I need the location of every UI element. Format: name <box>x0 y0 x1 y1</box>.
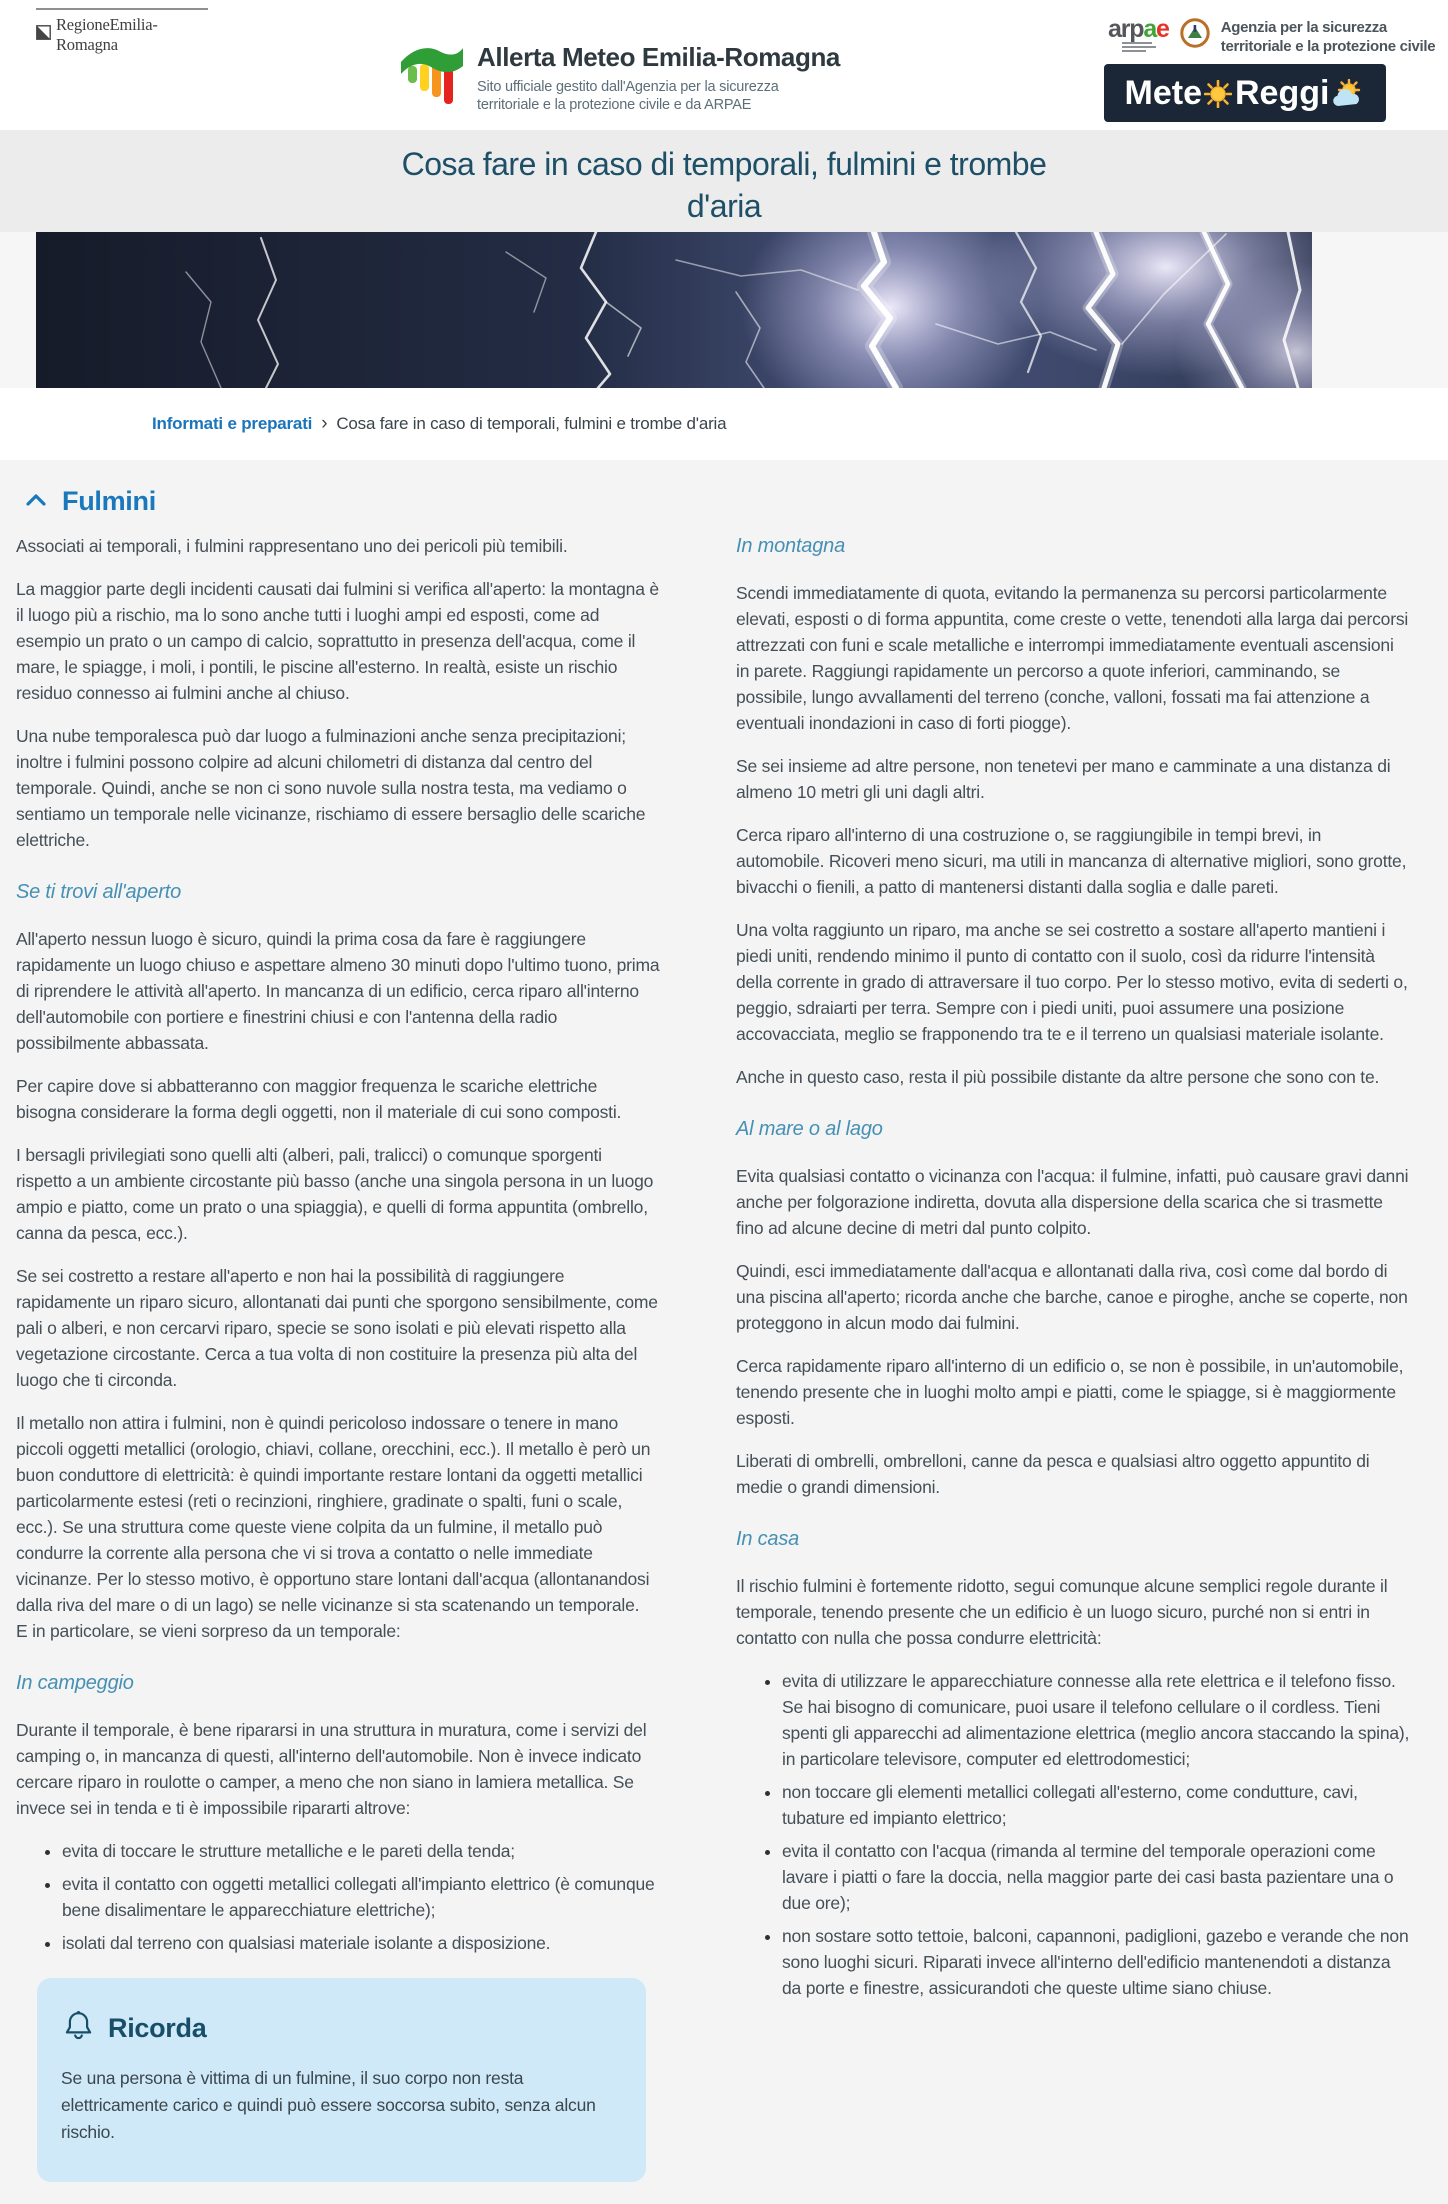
breadcrumb-separator-icon: › <box>321 413 328 434</box>
paragraph: Evita qualsiasi contatto o vicinanza con l'acqua: il fulmine, infatti, può causare gravi danni anche per folgorazione indiretta, dovuta alla dispersione della scarica che si trasmette fino ad alcune decine di metri dal punto colpito. <box>736 1166 1409 1238</box>
paragraph: Scendi immediatamente di quota, evitando la permanenza su percorsi particolarmente elevati, esposti o di forma appuntita, come creste o vette, tenendoti alla larga dai percorsi attrezzati con funi e scale metalliche e interrompi immediatamente eventuali ascensioni in parete. Raggiungi rapidamente un percorso a quote inferiori, camminando, se possibile, lungo avvallamenti del terreno (conche, valloni, fossati ma fai attenzione a eventuali inondazioni in caso di forti piogge). <box>736 583 1409 733</box>
site-title: Allerta Meteo Emilia-Romagna <box>477 42 840 72</box>
subsection-heading: In campeggio <box>16 1672 134 1694</box>
subsection-heading: Al mare o al lago <box>736 1118 883 1140</box>
breadcrumb-current: Cosa fare in caso di temporali, fulmini e trombe d'aria <box>336 414 727 433</box>
page-title-band <box>0 130 1448 232</box>
fulmini-accordion-toggle[interactable] <box>25 486 1410 517</box>
sun-icon <box>1204 80 1232 113</box>
ricorda-text: Se una persona è vittima di un fulmine, il suo corpo non resta elettricamente carico e quindi può essere soccorsa subito, senza alcun rischio. <box>61 2068 596 2142</box>
page-title-line2: d'aria <box>686 188 762 224</box>
page-title-line1: Cosa fare in caso di temporali, fulmini e trombe <box>401 146 1047 182</box>
list-item: • non toccare gli elementi metallici collegati all'esterno, come condutture, cavi, tubature ed impianto elettrico; <box>782 1779 1410 1831</box>
ricorda-heading-row <box>65 2010 604 2047</box>
bullet-list <box>736 1668 1410 2001</box>
bullet-list <box>16 1838 660 1956</box>
site-header <box>0 0 1448 130</box>
subsection-heading: In casa <box>736 1528 800 1550</box>
paragraph: Anche in questo caso, resta il più possibile distante da altre persone che sono con te. <box>736 1067 1380 1087</box>
agency-name: Agenzia per la sicurezza territoriale e la protezione civile <box>1220 19 1436 55</box>
breadcrumb-link-informati[interactable]: Informati e preparati <box>152 414 313 433</box>
paragraph: Durante il temporale, è bene ripararsi in una struttura in muratura, come i servizi del camping o, in mancanza di questi, all'interno dell'automobile. Non è invece indicato cercare riparo in roulotte o camper, a meno che non siano in lamiera metallica. Se invece sei in tenda e ti è impossibile ripararti altrove: <box>16 1720 647 1818</box>
paragraph: La maggior parte degli incidenti causati dai fulmini si verifica all'aperto: la montagna è il luogo più a rischio, ma lo sono anche tutti i luoghi ampi ed esposti, come ad esempio un prato o un campo di calcio, soprattutto in presenza dell'acqua, come il mare, le spiagge, i moli, i pontili, le piscine all'esterno. In realtà, esiste un rischio residuo connesso ai fulmini anche al chiuso. <box>16 579 659 703</box>
arpae-logo-sublines <box>1122 42 1169 52</box>
paragraph: Una nube temporalesca può dar luogo a fulminazioni anche senza precipitazioni; inoltre i fulmini possono colpire ad alcuni chilometri di distanza dal centro del temporale. Quindi, anche se non ci sono nuvole sulla nostra testa, ma vediamo o sentiamo un temporale nelle vicinanze, rischiamo di essere bersaglio delle scariche elettriche. <box>16 726 646 850</box>
paragraph: Liberati di ombrelli, ombrelloni, canne da pesca e qualsiasi altro oggetto appuntito di medie o grandi dimensioni. <box>736 1451 1370 1497</box>
list-item: • isolati dal terreno con qualsiasi materiale isolante a disposizione. <box>62 1930 660 1956</box>
paragraph: Cerca riparo all'interno di una costruzione o, se raggiungibile in tempi brevi, in automobile. Ricoveri meno sicuri, ma utili in mancanza di alternative migliori, sono grotte, bivacchi o fienili, a patto di mantenersi distanti dalla soglia e dalle pareti. <box>736 825 1407 897</box>
main-content <box>0 460 1448 2204</box>
left-column-blocks <box>16 533 660 1956</box>
left-column <box>16 533 660 2192</box>
region-emilia-romagna-logo[interactable] <box>36 8 208 55</box>
chevron-up-icon <box>25 492 47 512</box>
paragraph: All'aperto nessun luogo è sicuro, quindi la prima cosa da fare è raggiungere rapidamente un luogo chiuso e aspettare almeno 30 minuti dopo l'ultimo tuono, prima di riprendere le attività all'aperto. In mancanza di un edificio, cerca riparo all'interno dell'automobile con portiere e finestrini chiusi e con l'antenna della radio possibilmente abbassata. <box>16 929 660 1053</box>
paragraph: Per capire dove si abbatteranno con maggior frequenza le scariche elettriche bisogna considerare la forma degli oggetti, non il materiale di cui sono composti. <box>16 1076 622 1122</box>
right-column <box>736 533 1410 2018</box>
paragraph: E in particolare, se vieni sorpreso da un temporale: <box>16 1621 401 1641</box>
two-column-layout <box>16 533 1410 2192</box>
paragraph: Quindi, esci immediatamente dall'acqua e allontanati dalla riva, così come dal bordo di una piscina all'aperto; ricorda anche che barche, canoe e piroghe, anche se coperte, non proteggono in alcun modo dai fulmini. <box>736 1261 1408 1333</box>
sun-cloud-icon <box>1331 79 1365 114</box>
allerta-meteo-logo[interactable] <box>400 42 840 115</box>
ricorda-note-box <box>37 1978 646 2182</box>
paragraph: I bersagli privilegiati sono quelli alti (alberi, pali, tralicci) o comunque sporgenti rispetto a un ambiente circostante più basso (anche una singola persona in un luogo ampio e piatto, come un prato o una spiaggia), e quelli di forma appuntita (ombrello, canna da pesca, ecc.). <box>16 1145 654 1243</box>
bell-icon <box>65 2010 92 2047</box>
paragraph: Il rischio fulmini è fortemente ridotto, segui comunque alcune semplici regole durante il temporale, tenendo presente che un edificio è un luogo sicuro, purché non si entri in contatto con nulla che possa condurre elettricità: <box>736 1576 1388 1648</box>
paragraph: Associati ai temporali, i fulmini rappresentano uno dei pericoli più temibili. <box>16 536 568 556</box>
list-item: • evita il contatto con l'acqua (rimanda al termine del temporale operazioni come lavare i piatti o fare la doccia, nella maggior parte dei casi basta pazientare una o due ore); <box>782 1838 1410 1916</box>
list-item: • non sostare sotto tettoie, balconi, capannoni, padiglioni, gazebo e verande che non sono luoghi sicuri. Riparati invece all'interno dell'edificio mantenendoti a distanza da porte e finestre, assicurandoti che queste ultime siano chiuse. <box>782 1923 1410 2001</box>
paragraph: Se sei insieme ad altre persone, non tenetevi per mano e camminate a una distanza di almeno 10 metri gli uni dagli altri. <box>736 756 1391 802</box>
subsection-heading: Se ti trovi all'aperto <box>16 881 182 903</box>
paragraph: Cerca rapidamente riparo all'interno di un edificio o, se non è possibile, in un'automobile, tenendo presente che in luoghi molto ampi e piatti, come le spiagge, si è maggiormente esposti. <box>736 1356 1404 1428</box>
breadcrumb <box>0 388 1448 460</box>
site-logo-text-block <box>477 42 840 115</box>
list-item: • evita il contatto con oggetti metallici collegati all'impianto elettrico (è comunque bene disalimentare le apparecchiature elettriche); <box>62 1871 660 1923</box>
banner-word-2: Reggi <box>1235 73 1330 112</box>
lightning-hero-image <box>36 232 1312 388</box>
subsection-heading: In montagna <box>736 535 845 557</box>
agency-logo-row[interactable] <box>1108 15 1437 56</box>
paragraph: Il metallo non attira i fulmini, non è quindi pericoloso indossare o tenere in mano piccoli oggetti metallici (orologio, chiavi, collane, orecchini, ecc.). Il metallo è però un buon conduttore di elettricità: è quindi importante restare lontani da oggetti metallici particolarmente estesi (reti o recinzioni, ringhiere, gradinate o spalti, funi o scale, ecc.). Se una struttura come queste viene colpita da un fulmine, il metallo può condurre la corrente alla persona che vi si trova a contatto o nelle immediate vicinanze. Per lo stesso motivo, è opportuno stare lontani dall'acqua (allontanandosi dalla riva del mare o di un lago) se nelle vicinanze si sta scatenando un temporale. <box>16 1413 651 1615</box>
paragraph: Se sei costretto a restare all'aperto e non hai la possibilità di raggiungere rapidamente un riparo sicuro, allontanati dai punti che sporgono sensibilmente, come pali o alberi, e non cercarvi riparo, specie se sono isolati e più elevati rispetto alla vegetazione circostante. Cerca a tua volta di non costituire la presenza più alta del luogo che ti circonda. <box>16 1266 658 1390</box>
paragraph: Una volta raggiunto un riparo, ma anche se sei costretto a sostare all'aperto mantieni i piedi uniti, rendendo minimo il punto di contatto con il suolo, così da ridurre l'intensità della corrente in grado di attraversare il tuo corpo. Per lo stesso motivo, evita di sederti o, peggio, sdraiarti per terra. Sempre con i piedi uniti, puoi assumere una posizione accovacciata, meglio se frapponendo tra te e il terreno un qualsiasi materiale isolante. <box>736 920 1408 1044</box>
right-column-blocks <box>736 535 1410 2001</box>
section-heading-label: Fulmini <box>62 486 156 516</box>
meteo-reggio-banner[interactable] <box>1104 64 1386 122</box>
list-item: • evita di utilizzare le apparecchiature connesse alla rete elettrica e il telefono fisso. Se hai bisogno di comunicare, puoi usare il telefono cellulare o il cordless. Tieni spenti gli apparecchi ad alimentazione elettrica (meglio ancora staccando la spina), in particolare televisore, computer ed elettrodomestici; <box>782 1668 1410 1772</box>
hero-band <box>0 232 1448 388</box>
banner-word-1: Mete <box>1124 73 1202 112</box>
region-logo-text: RegioneEmilia-Romagna <box>56 15 158 54</box>
protezione-civile-badge-icon <box>1180 18 1210 53</box>
region-logo-icon <box>36 25 51 45</box>
ricorda-title: Ricorda <box>108 2013 207 2043</box>
list-item: • evita di toccare le strutture metalliche e le pareti della tenda; <box>62 1838 660 1864</box>
allerta-meteo-flag-icon <box>400 42 464 115</box>
site-subtitle: Sito ufficiale gestito dall'Agenzia per la sicurezza territoriale e la protezione civile e da ARPAE <box>477 79 779 113</box>
arpae-logo: arpae <box>1108 18 1169 52</box>
